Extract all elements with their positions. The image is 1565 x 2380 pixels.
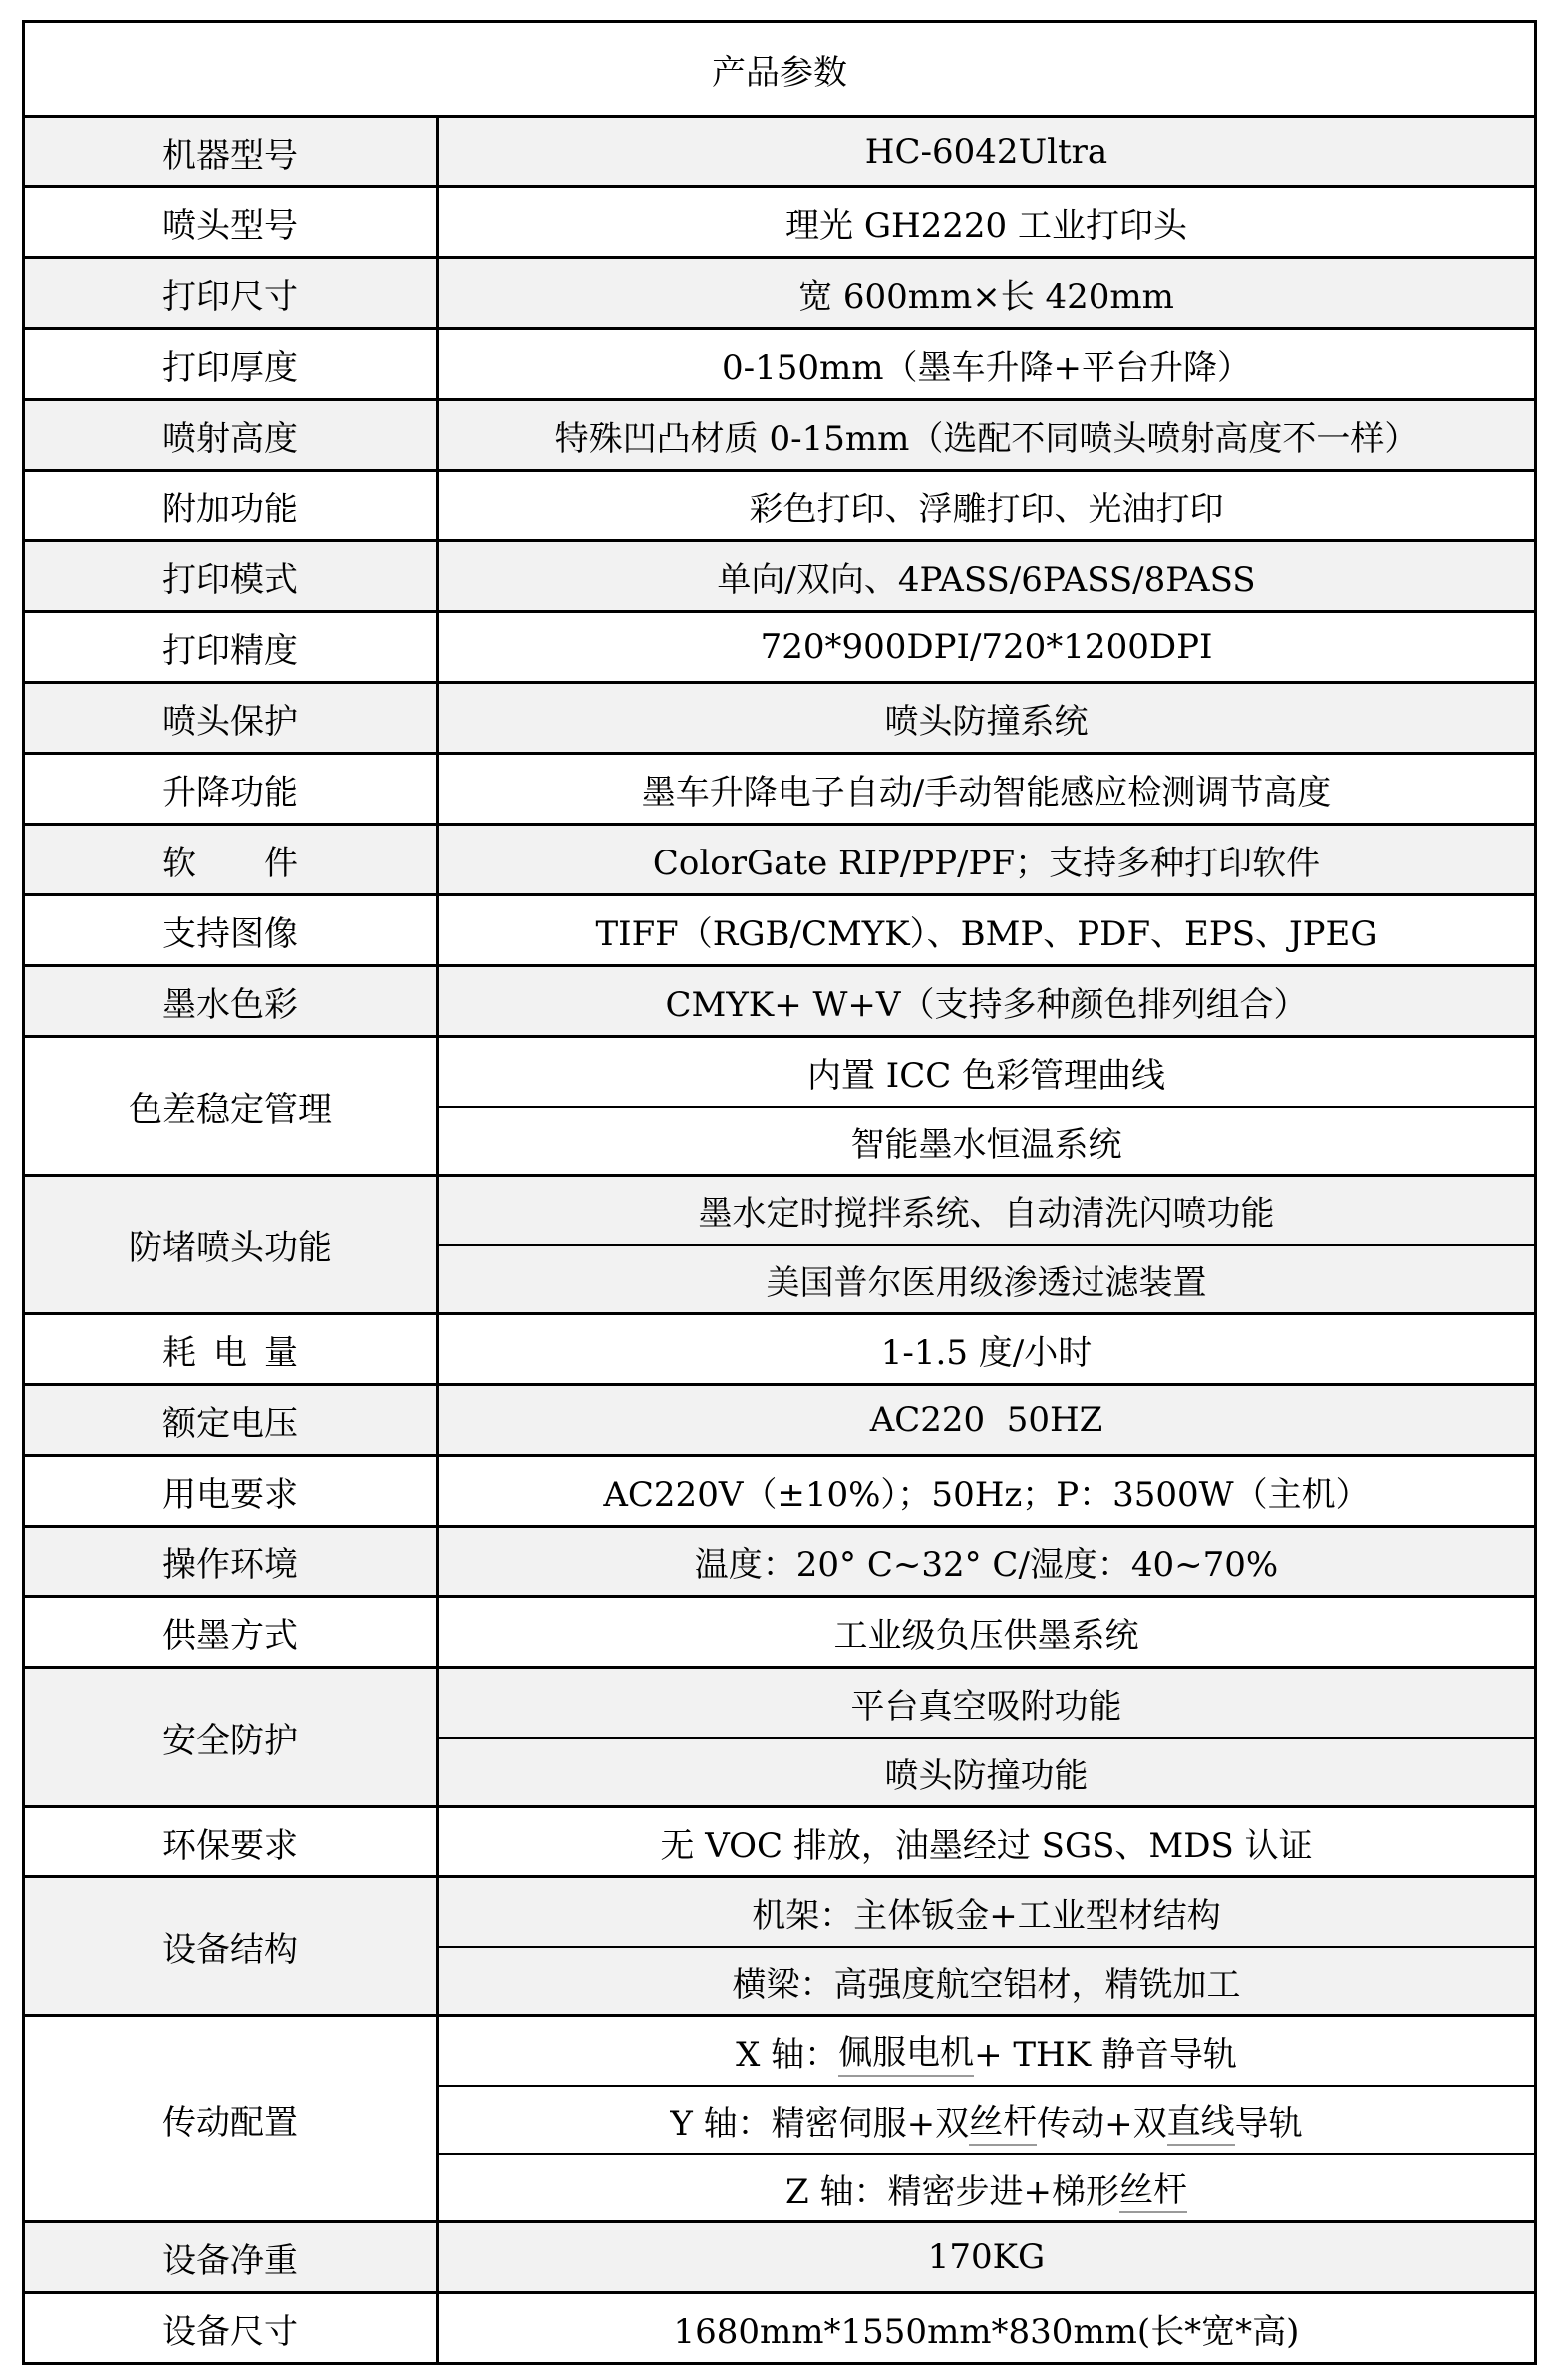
spec-group: [25, 1595, 1534, 1666]
spec-row-values: [439, 1315, 1534, 1383]
spec-row-label: 安全防护: [25, 1669, 439, 1805]
spec-group: [25, 2291, 1534, 2362]
spec-group: [25, 185, 1534, 256]
spec-group: [25, 1875, 1534, 2014]
spec-row-values: [439, 826, 1534, 893]
spec-row-value: 美国普尔医用级渗透过滤装置: [439, 1244, 1534, 1312]
spec-row-label: 额定电压: [25, 1386, 439, 1454]
proofing-underline: 直线: [1167, 2094, 1235, 2146]
spec-table: [22, 20, 1537, 2365]
spec-row-label: 传动配置: [25, 2017, 439, 2220]
proofing-underline: 丝杆: [969, 2094, 1037, 2146]
spec-group: [25, 539, 1534, 610]
spec-group: [25, 964, 1534, 1035]
spec-group: [25, 327, 1534, 398]
spec-row-values: [439, 118, 1534, 185]
spec-row-label: 用电要求: [25, 1457, 439, 1525]
proofing-underline: 佩服电机: [838, 2025, 974, 2077]
proofing-underline: 丝杆: [1119, 2162, 1187, 2213]
spec-group: [25, 893, 1534, 964]
spec-row-label: 耗 电 量: [25, 1315, 439, 1383]
spec-row-value: 720*900DPI/720*1200DPI: [760, 627, 1213, 667]
spec-row-value: 特殊凹凸材质 0-15mm（选配不同喷头喷射高度不一样）: [554, 418, 1418, 459]
spec-row-label: 打印精度: [25, 613, 439, 681]
spec-row-values: [439, 401, 1534, 469]
spec-row-value: 机架：主体钣金+工业型材结构: [752, 1895, 1221, 1936]
spec-group: [25, 2014, 1534, 2220]
spec-row-value: 平台真空吸附功能: [850, 1686, 1122, 1727]
spec-group: [25, 1312, 1534, 1383]
spec-row-values: [439, 684, 1534, 752]
spec-row-label: 打印模式: [25, 542, 439, 610]
spec-row-value: 1680mm*1550mm*830mm(长*宽*高): [673, 2311, 1300, 2352]
spec-row-label: 软 件: [25, 826, 439, 893]
spec-group: [25, 823, 1534, 893]
spec-row-values: [439, 1669, 1534, 1805]
spec-row-values: [439, 330, 1534, 398]
spec-row-value: 170KG: [927, 2237, 1046, 2277]
spec-row-value: 内置 ICC 色彩管理曲线: [806, 1055, 1166, 1096]
spec-row-values: [439, 1038, 1534, 1174]
spec-row-value: Y 轴：精密伺服+双 丝杆 传动+双 直线 导轨: [439, 2085, 1534, 2153]
spec-row-label: 设备净重: [25, 2223, 439, 2291]
spec-row-value: 宽 600mm×长 420mm: [798, 276, 1174, 317]
spec-row-value: 墨水定时搅拌系统、自动清洗闪喷功能: [698, 1193, 1275, 1234]
spec-row-values: [439, 1878, 1534, 2014]
spec-row-label: 色差稳定管理: [25, 1038, 439, 1174]
spec-group: [25, 469, 1534, 539]
spec-row-values: [439, 188, 1534, 256]
spec-row-label: 防堵喷头功能: [25, 1177, 439, 1312]
spec-row-value: 理光 GH2220 工业打印头: [785, 205, 1187, 246]
spec-row-value: 0-150mm（墨车升降+平台升降）: [722, 347, 1251, 388]
spec-row-values: [439, 896, 1534, 964]
spec-group: [25, 681, 1534, 752]
spec-group: [25, 1174, 1534, 1312]
spec-row-values: [439, 1386, 1534, 1454]
spec-row-value: 无 VOC 排放，油墨经过 SGS、MDS 认证: [660, 1825, 1313, 1866]
spec-row-label: 支持图像: [25, 896, 439, 964]
spec-row-label: 墨水色彩: [25, 967, 439, 1035]
spec-row-values: [439, 967, 1534, 1035]
spec-group: [25, 1805, 1534, 1875]
spec-row-label: 打印尺寸: [25, 259, 439, 327]
spec-group: [25, 2220, 1534, 2291]
spec-row-values: [439, 472, 1534, 539]
spec-row-values: [439, 259, 1534, 327]
spec-row-values: [439, 2017, 1534, 2220]
spec-row-value: ColorGate RIP/PP/PF；支持多种打印软件: [652, 843, 1321, 883]
spec-row-value: 工业级负压供墨系统: [833, 1615, 1139, 1656]
spec-row-values: [439, 1528, 1534, 1595]
spec-row-label: 设备尺寸: [25, 2294, 439, 2362]
spec-row-label: 喷头型号: [25, 188, 439, 256]
spec-row-values: [439, 2223, 1534, 2291]
spec-row-value: 喷头防撞系统: [884, 701, 1089, 742]
spec-row-label: 环保要求: [25, 1808, 439, 1875]
spec-row-value: HC-6042Ultra: [864, 132, 1108, 171]
spec-row-values: [439, 1457, 1534, 1525]
spec-row-value: 温度：20° C~32° C/湿度：40~70%: [694, 1544, 1279, 1585]
spec-row-label: 机器型号: [25, 118, 439, 185]
spec-row-values: [439, 1177, 1534, 1312]
spec-row-label: 喷头保护: [25, 684, 439, 752]
spec-row-value: AC220 50HZ: [869, 1400, 1103, 1440]
spec-row-label: 操作环境: [25, 1528, 439, 1595]
spec-row-values: [439, 613, 1534, 681]
spec-row-values: [439, 1808, 1534, 1875]
spec-group: [25, 256, 1534, 327]
spec-group: [25, 610, 1534, 681]
spec-row-values: [439, 2294, 1534, 2362]
spec-row-values: [439, 755, 1534, 823]
spec-row-value: CMYK+ W+V（支持多种颜色排列组合）: [665, 984, 1308, 1025]
spec-row-value: 智能墨水恒温系统: [439, 1106, 1534, 1174]
spec-row-value: AC220V（±10%）；50Hz；P：3500W（主机）: [603, 1474, 1370, 1515]
spec-row-label: 设备结构: [25, 1878, 439, 2014]
spec-row-value: 彩色打印、浮雕打印、光油打印: [749, 489, 1224, 529]
spec-row-value: 墨车升降电子自动/手动智能感应检测调节高度: [641, 772, 1332, 813]
spec-groups: [25, 115, 1534, 2362]
spec-row-label: 打印厚度: [25, 330, 439, 398]
table-title: 产品参数: [25, 23, 1534, 115]
spec-row-value: Z 轴：精密步进+梯形 丝杆: [439, 2153, 1534, 2220]
spec-row-label: 供墨方式: [25, 1598, 439, 1666]
spec-group: [25, 115, 1534, 185]
spec-row-value: TIFF（RGB/CMYK）、BMP、PDF、EPS、JPEG: [595, 913, 1378, 954]
spec-row-value: X 轴： 佩服电机 + THK 静音导轨: [439, 2017, 1534, 2085]
spec-group: [25, 1525, 1534, 1595]
spec-row-values: [439, 542, 1534, 610]
spec-row-value: 横梁：高强度航空铝材，精铣加工: [439, 1946, 1534, 2014]
spec-row-value: 喷头防撞功能: [439, 1737, 1534, 1805]
spec-row-value: 1-1.5 度/小时: [880, 1332, 1093, 1373]
spec-group: [25, 1666, 1534, 1805]
spec-group: [25, 1035, 1534, 1174]
spec-row-label: 升降功能: [25, 755, 439, 823]
spec-row-value: 单向/双向、4PASS/6PASS/8PASS: [717, 559, 1256, 600]
spec-row-values: [439, 1598, 1534, 1666]
spec-group: [25, 1383, 1534, 1454]
spec-group: [25, 752, 1534, 823]
spec-group: [25, 398, 1534, 469]
spec-row-label: 喷射高度: [25, 401, 439, 469]
spec-row-label: 附加功能: [25, 472, 439, 539]
spec-group: [25, 1454, 1534, 1525]
